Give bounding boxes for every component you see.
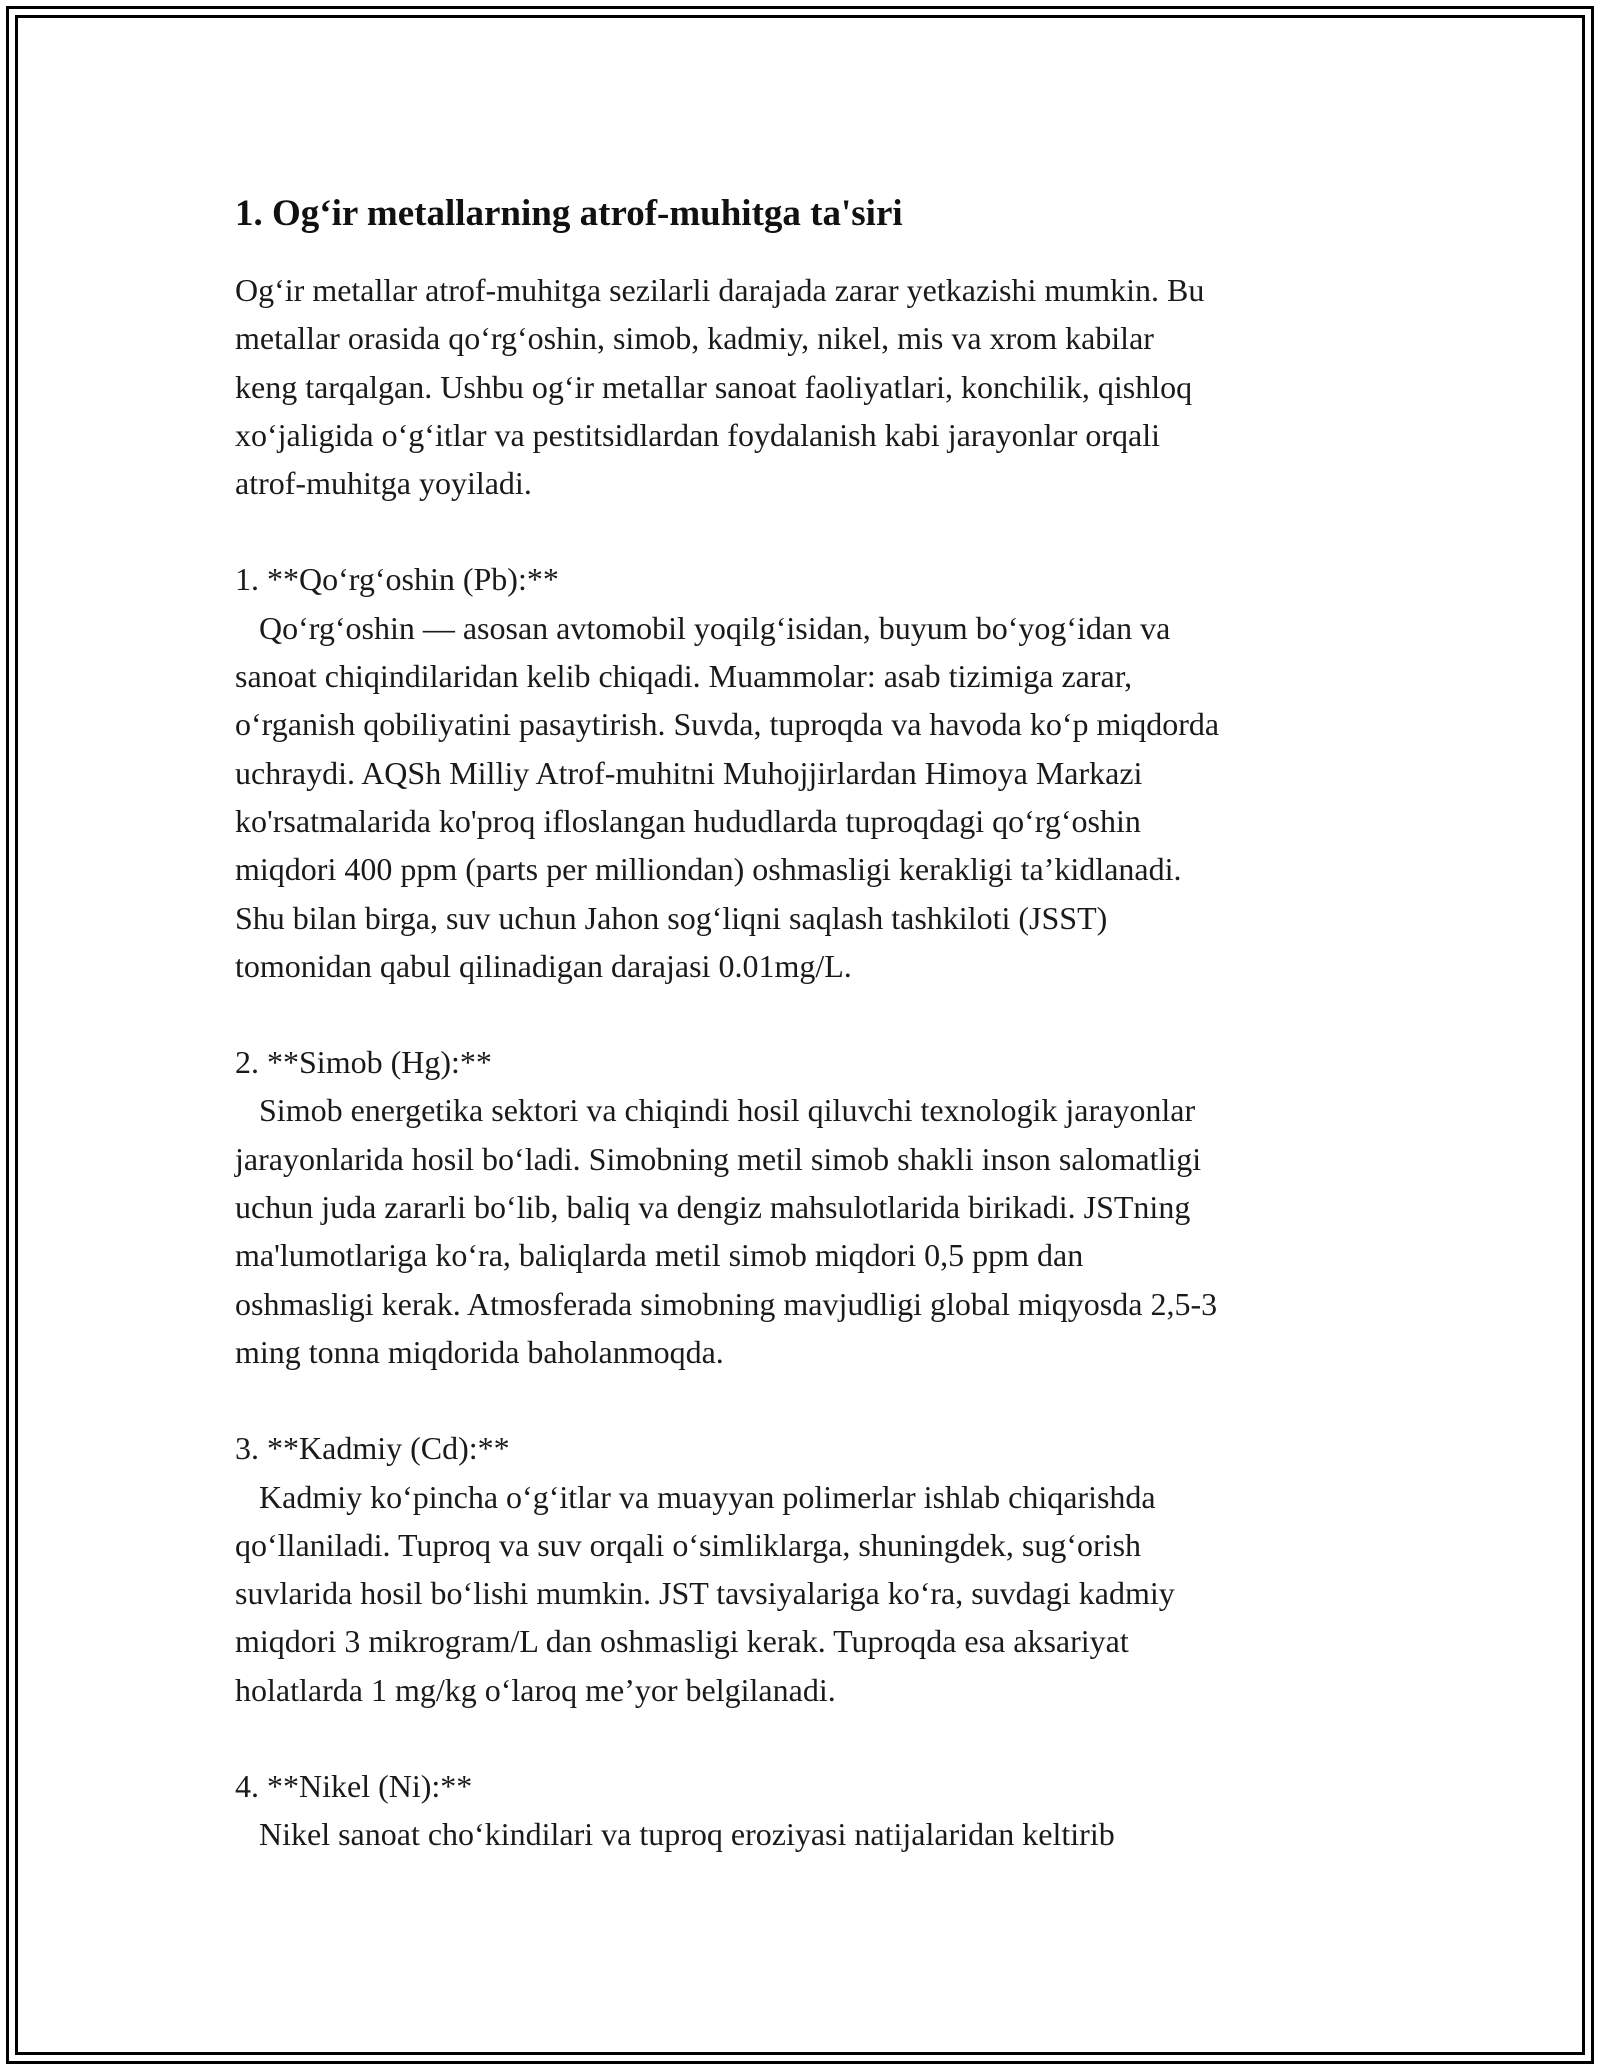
- section-heading-cadmium: 3. **Kadmiy (Cd):**: [235, 1430, 510, 1467]
- intro-paragraph: Og‘ir metallar atrof-muhitga sezilarli darajada zarar yetkazishi mumkin. Bu metallar orasida qo‘rg‘oshin, simob, kadmiy, nikel, mis va xrom kabilar keng tarqalgan. Ushbu og‘ir metallar sanoat faoliyatlari, konchilik, qishloq xo‘jaligida o‘g‘itlar va pestitsidlardan foydalanish kabi jarayonlar orqali atrof-muhitga yoyiladi.: [235, 272, 1205, 502]
- document-title: 1. Og‘ir metallarning atrof-muhitga ta'siri: [235, 193, 903, 234]
- document-body: [235, 186, 1375, 1859]
- spacer: [235, 990, 1375, 1038]
- section-body-nickel: Nikel sanoat cho‘kindilari va tuproq eroziyasi natijalaridan keltirib: [235, 1816, 1115, 1853]
- spacer: [235, 1376, 1375, 1424]
- section-body-cadmium: Kadmiy ko‘pincha o‘g‘itlar va muayyan polimerlar ishlab chiqarishda qo‘llaniladi. Tuproq va suv orqali o‘simliklarga, shuningdek, sug‘orish suvlarida hosil bo‘lishi mumkin. JST tavsiyalariga ko‘ra, suvdagi kadmiy miqdori 3 mikrogram/L dan oshmasligi kerak. Tuproqda esa aksariyat holatlarda 1 mg/kg o‘laroq me’yor belgilanadi.: [235, 1478, 1175, 1708]
- spacer: [235, 1714, 1375, 1762]
- section-body-mercury: Simob energetika sektori va chiqindi hosil qiluvchi texnologik jarayonlar jarayonlarida hosil bo‘ladi. Simobning metil simob shakli inson salomatligi uchun juda zararli bo‘lib, baliq va dengiz mahsulotlarida birikadi. JSTning ma'lumotlariga ko‘ra, baliqlarda metil simob miqdori 0,5 ppm dan oshmasligi kerak. Atmosferada simobning mavjudligi global miqyosda 2,5-3 ming tonna miqdorida baholanmoqda.: [235, 1092, 1218, 1370]
- section-heading-nickel: 4. **Nikel (Ni):**: [235, 1768, 473, 1805]
- spacer: [235, 507, 1375, 555]
- section-heading-lead: 1. **Qo‘rg‘oshin (Pb):**: [235, 561, 559, 598]
- section-body-lead: Qo‘rg‘oshin — asosan avtomobil yoqilg‘isidan, buyum bo‘yog‘idan va sanoat chiqindilaridan kelib chiqadi. Muammolar: asab tizimiga zarar, o‘rganish qobiliyatini pasaytirish. Suvda, tuproqda va havoda ko‘p miqdorda uchraydi. AQSh Milliy Atrof-muhitni Muhojjirlardan Himoya Markazi ko'rsatmalarida ko'proq ifloslangan hududlarda tuproqdagi qo‘rg‘oshin miqdori 400 ppm (parts per milliondan) oshmasligi kerakligi ta’kidlanadi. Shu bilan birga, suv uchun Jahon sog‘liqni saqlash tashkiloti (JSST) tomonidan qabul qilinadigan darajasi 0.01mg/L.: [235, 609, 1220, 984]
- section-heading-mercury: 2. **Simob (Hg):**: [235, 1044, 492, 1081]
